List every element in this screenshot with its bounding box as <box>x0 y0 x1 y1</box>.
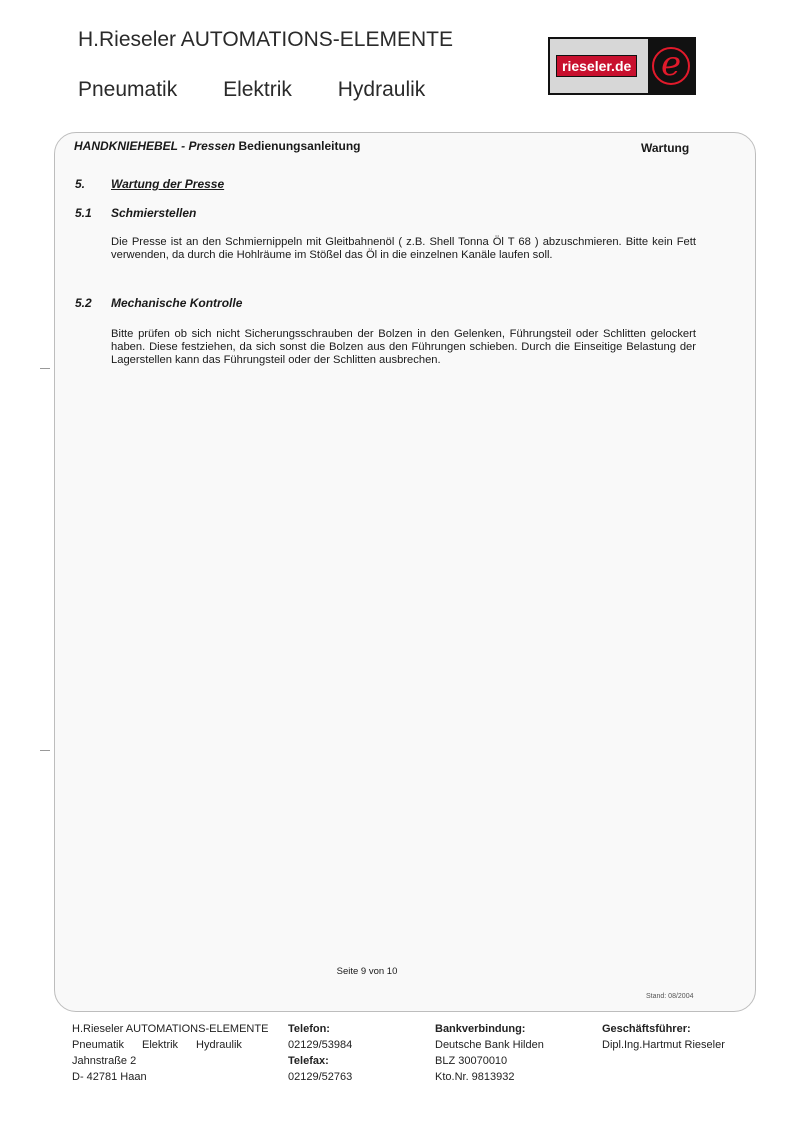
margin-mark <box>40 750 50 751</box>
footer-address <box>72 1021 268 1085</box>
lubrication-paragraph: Die Presse ist an den Schmiernippeln mit Gleitbahnenöl ( z.B. Shell Tonna Öl T 68 ) abzuschmieren. Bitte kein Fett verwenden, da durch die Hohlräume im Stößel das Öl in die einzelnen Kanäle laufen soll. <box>111 236 696 261</box>
footer-divisions: Pneumatik Elektrik Hydraulik <box>72 1039 242 1051</box>
phone-label: Telefon: <box>288 1023 330 1035</box>
subsection-title: Mechanische Kontrolle <box>111 296 243 310</box>
phone-number: 02129/53984 <box>288 1039 353 1051</box>
account-number: Kto.Nr. 9813932 <box>435 1071 515 1083</box>
page-frame <box>54 132 756 1012</box>
logo-e-icon <box>648 39 694 93</box>
company-logo <box>548 37 696 95</box>
document-title-type: Bedienungsanleitung <box>238 139 361 153</box>
footer-management <box>602 1021 725 1053</box>
company-name: H.Rieseler AUTOMATIONS-ELEMENTE <box>78 28 453 51</box>
bank-name: Deutsche Bank Hilden <box>435 1039 544 1051</box>
subsection-title: Schmierstellen <box>111 206 197 220</box>
ceo-name: Dipl.Ing.Hartmut Rieseler <box>602 1039 725 1051</box>
division-list <box>78 78 465 102</box>
margin-mark <box>40 368 50 369</box>
ceo-label: Geschäftsführer: <box>602 1023 691 1035</box>
bank-code: BLZ 30070010 <box>435 1055 508 1067</box>
division-hydraulik: Hydraulik <box>337 78 426 101</box>
logo-wordmark: rieseler.de <box>556 55 637 77</box>
subsection-number: 5.2 <box>75 296 92 310</box>
footer-street: Jahnstraße 2 <box>72 1055 137 1067</box>
division-pneumatik: Pneumatik <box>78 78 178 101</box>
mechanical-check-paragraph: Bitte prüfen ob sich nicht Sicherungsschrauben der Bolzen in den Gelenken, Führungsteil oder Schlitten gelockert haben. Diese festziehen, da sich sonst die Bolzen aus den Führungen schieben. Durch die Einseitige Belastung der Lagerstellen kann das Führungsteil oder der Schlitten ausbrechen. <box>111 328 696 366</box>
fax-number: 02129/52763 <box>288 1071 353 1083</box>
footer-city: D- 42781 Haan <box>72 1071 147 1083</box>
subsection-number: 5.1 <box>75 206 92 220</box>
footer-bank <box>435 1021 544 1085</box>
footer-contact <box>288 1021 352 1085</box>
revision-date: Stand: 08/2004 <box>646 993 694 1000</box>
document-title <box>74 139 361 153</box>
section-number: 5. <box>75 177 86 191</box>
footer-company: H.Rieseler AUTOMATIONS-ELEMENTE <box>72 1023 269 1035</box>
logo-e-letter: e <box>652 47 690 85</box>
section-title: Wartung der Presse <box>111 177 225 191</box>
document-section: Wartung <box>641 141 690 155</box>
division-elektrik: Elektrik <box>223 78 292 101</box>
page-number: Seite 9 von 10 <box>336 966 398 977</box>
fax-label: Telefax: <box>288 1055 329 1067</box>
document-title-product: HANDKNIEHEBEL - Pressen <box>74 139 236 153</box>
bank-label: Bankverbindung: <box>435 1023 526 1035</box>
